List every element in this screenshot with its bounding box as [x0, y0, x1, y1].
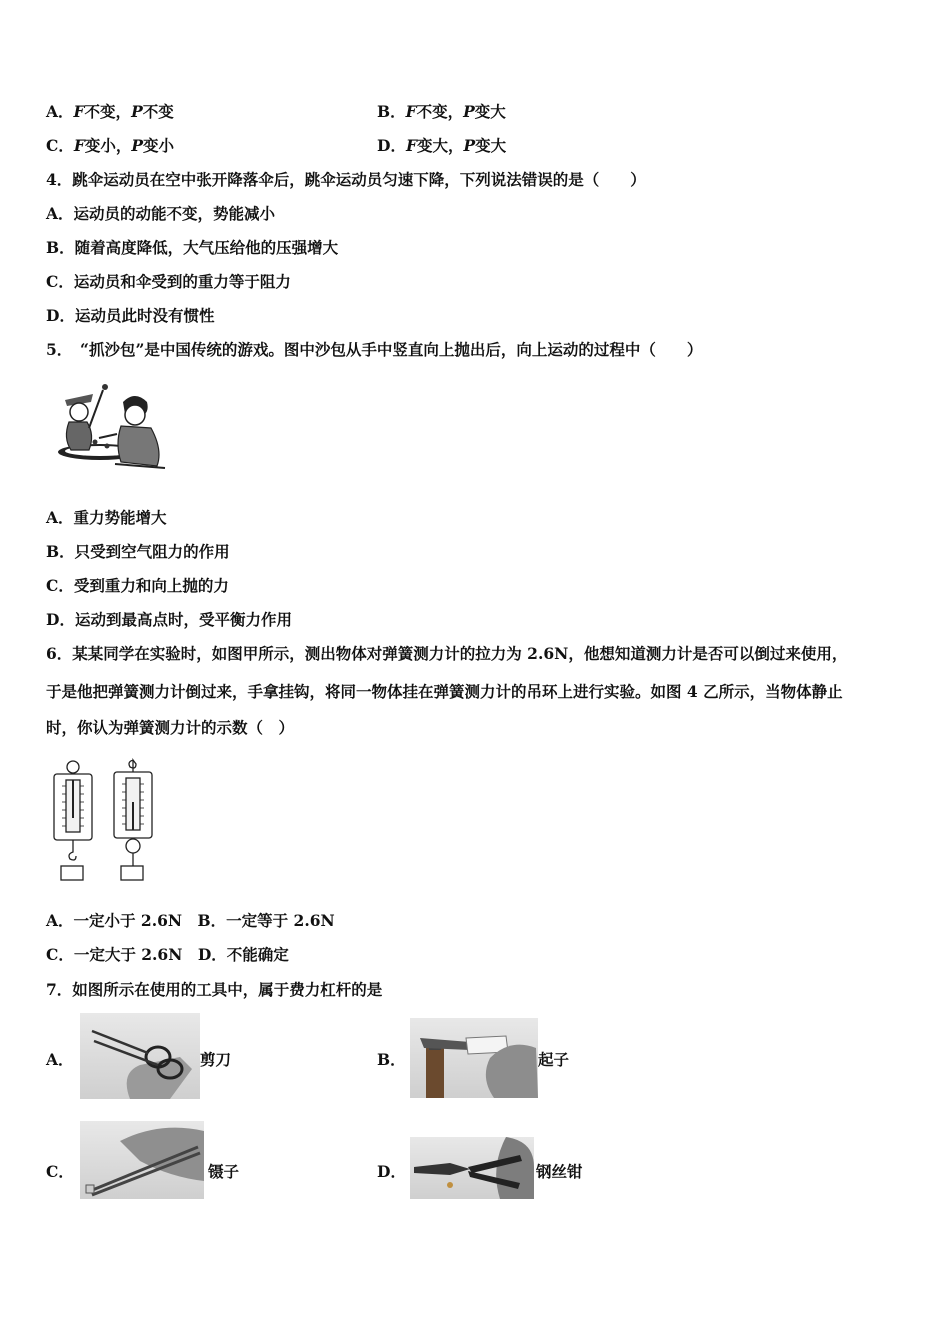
q7-option-a-letter: A．: [46, 1050, 74, 1069]
pliers-photo: [410, 1137, 534, 1199]
spring-scale-figure: [48, 758, 158, 883]
q4-option-d: D．运动员此时没有惯性: [46, 306, 215, 325]
q6-stem-line1: 6．某某同学在实验时，如图甲所示，测出物体对弹簧测力计的拉力为 2.6N，他想知道测力计是否可以倒过来使用，: [46, 644, 848, 663]
q5-option-b: B．只受到空气阻力的作用: [46, 542, 230, 561]
q4-stem: 4．跳伞运动员在空中张开降落伞后，跳伞运动员匀速下降，下列说法错误的是（ ）: [46, 170, 646, 189]
q4-option-b: B．随着高度降低，大气压给他的压强增大: [46, 238, 339, 257]
q7-option-a-label: 剪刀: [200, 1050, 232, 1069]
q6-options-row1: A．一定小于 2.6N B．一定等于 2.6N: [46, 911, 335, 930]
q6-stem-line3: 时，你认为弹簧测力计的示数（ ）: [46, 718, 295, 737]
tweezers-photo: [80, 1121, 204, 1199]
q7-option-d-label: 钢丝钳: [536, 1162, 583, 1181]
q4-option-c: C．运动员和伞受到的重力等于阻力: [46, 272, 291, 291]
q3-option-a: A．F不变，P不变: [46, 102, 174, 121]
q3-option-c: C．F变小，P变小: [46, 136, 175, 155]
q6-options-row2: C．一定大于 2.6N D．不能确定: [46, 945, 289, 964]
q7-option-b-letter: B．: [377, 1050, 406, 1069]
q7-stem: 7．如图所示在使用的工具中，属于费力杠杆的是: [46, 980, 383, 999]
scissors-photo: [80, 1013, 200, 1099]
sandbag-game-figure: [55, 380, 170, 475]
q7-option-d-letter: D．: [377, 1162, 406, 1181]
q6-stem-line2: 于是他把弹簧测力计倒过来，手拿挂钩，将同一物体挂在弹簧测力计的吊环上进行实验。如图 4 乙所示，当物体静止: [46, 682, 843, 701]
q3-option-b: B．F不变，P变大: [377, 102, 506, 121]
q5-stem: 5． “抓沙包”是中国传统的游戏。图中沙包从手中竖直向上抛出后，向上运动的过程中（ ）: [46, 340, 703, 359]
q4-option-a: A．运动员的动能不变，势能减小: [46, 204, 276, 223]
q7-option-b-label: 起子: [538, 1050, 570, 1069]
bottle-opener-photo: [410, 1018, 538, 1098]
q5-option-a: A．重力势能增大: [46, 508, 167, 527]
q7-option-c-label: 镊子: [208, 1162, 240, 1181]
q5-option-d: D．运动到最高点时，受平衡力作用: [46, 610, 292, 629]
q3-option-d: D．F变大，P变大: [377, 136, 507, 155]
q7-option-c-letter: C．: [46, 1162, 74, 1181]
q5-option-c: C．受到重力和向上抛的力: [46, 576, 229, 595]
